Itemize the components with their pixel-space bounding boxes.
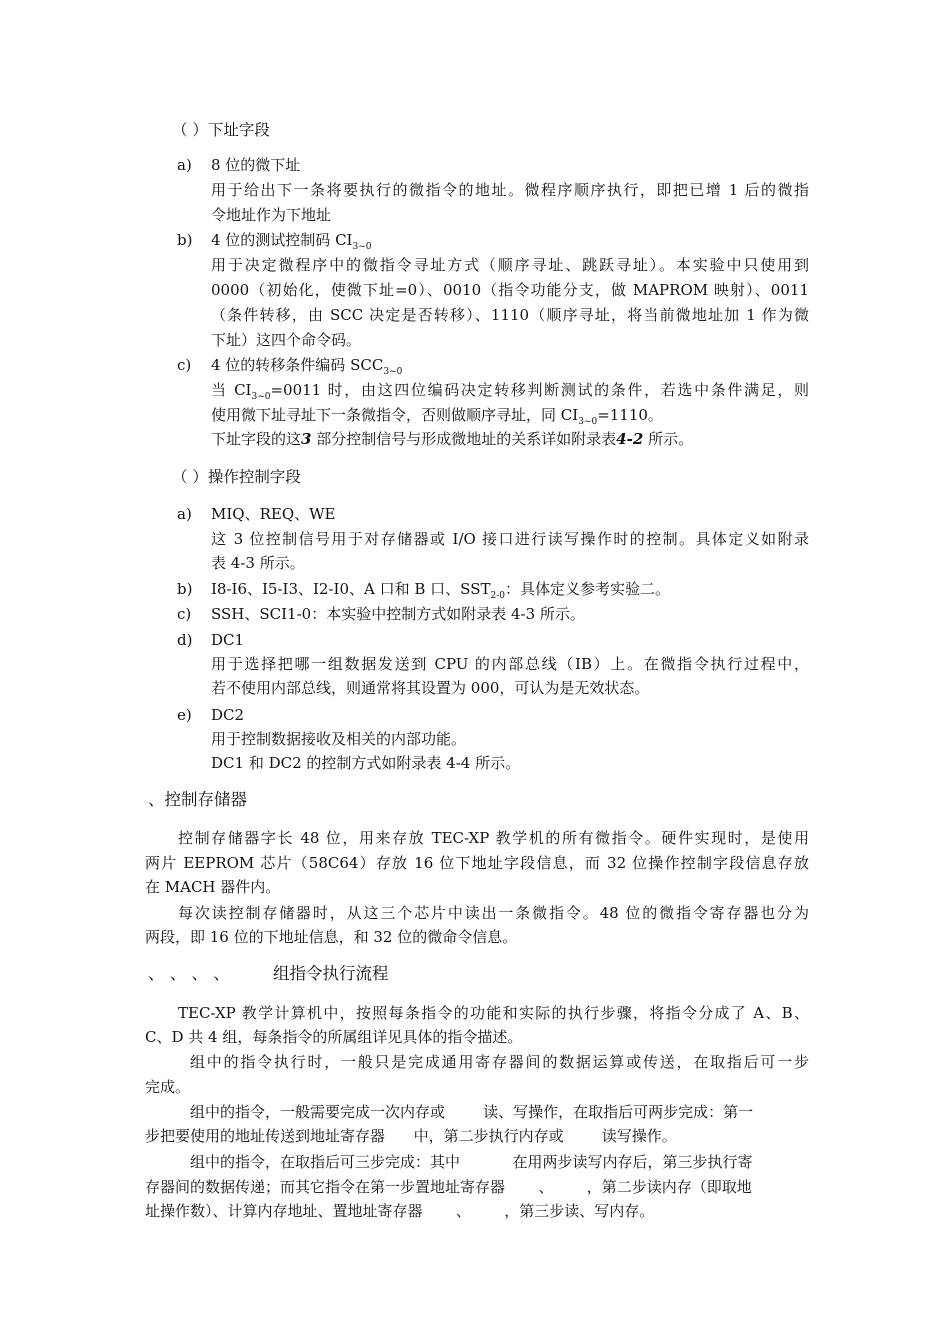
body-line: 用于决定微程序中的微指令寻址方式（顺序寻址、跳跃寻址）。本实验中只使用到 [211, 256, 809, 274]
section-heading-control-memory: 、控制存储器 [148, 790, 247, 809]
body-line: 存器间的数据传递；而其它指令在第一步置地址寄存器 、 ，第二步读内存（即取地 [145, 1178, 752, 1196]
body-line: 用于选择把哪一组数据发送到 CPU 的内部总线（IB）上。在微指令执行过程中， [211, 655, 809, 673]
body-line: I8-I6、I5-I3、I2-I0、A 口和 B 口、$SST_{2-0}$：具体定义参考实验二。 [211, 580, 670, 601]
body-line: （条件转移，由 SCC 决定是否转移）、1110（顺序寻址，将当前微地址加 1 作为微 [211, 306, 809, 324]
body-line: 步把要使用的地址传送到地址寄存器 中，第二步执行内存或 读写操作。 [145, 1127, 677, 1145]
body-line: 令地址作为下地址 [211, 206, 332, 224]
item-title: 8 位的微下址 [211, 156, 301, 174]
body-line: 下址）这四个命令码。 [211, 331, 362, 349]
body-line: 组中的指令，在取指后可三步完成：其中 在用两步读写内存后，第三步执行寄 [190, 1153, 753, 1171]
body-line: 0000（初始化，使微下址=0）、0010（指令功能分支，做 MAPROM 映射）、0011 [211, 281, 809, 299]
item-marker: b) [177, 231, 193, 249]
body-line: 用于控制数据接收及相关的内部功能。 [211, 730, 467, 748]
section-heading-operation-control: （ ）操作控制字段 [172, 468, 301, 486]
body-line: TEC-XP 教学计算机中，按照每条指令的功能和实际的执行步骤，将指令分成了 A、B、 [178, 1004, 809, 1022]
body-line: 组中的指令执行时，一般只是完成通用寄存器间的数据运算或传送，在取指后可一步 [190, 1053, 809, 1071]
body-line: 这 3 位控制信号用于对存储器或 I/O 接口进行读写操作时的控制。具体定义如附录 [211, 530, 809, 548]
item-marker: a) [177, 156, 192, 174]
section-heading-next-address: （ ）下址字段 [172, 121, 270, 139]
body-line: 控制存储器字长 48 位，用来存放 TEC-XP 教学机的所有微指令。硬件实现时，是使用 [178, 829, 809, 847]
body-line: 当 $CI_{3\sim 0}=0011$ 时，由这四位编码决定转移判断测试的条件，若选中条件满足，则 [211, 381, 809, 402]
item-title: 4 位的转移条件编码 $SCC_{3\sim 0}$ [211, 356, 403, 377]
item-marker: c) [177, 356, 192, 374]
item-title: DC2 [211, 706, 245, 724]
body-line: SSH、SCI1-0：本实验中控制方式如附录表 4-3 所示。 [211, 605, 585, 623]
body-line: 组中的指令，一般需要完成一次内存或 读、写操作，在取指后可两步完成：第一 [190, 1103, 754, 1121]
item-marker: d) [177, 631, 193, 649]
body-line: 表 4-3 所示。 [211, 554, 305, 572]
item-marker: e) [177, 706, 192, 724]
section-heading-instruction-flow: 组指令执行流程 [273, 964, 389, 983]
body-line: C、D 共 4 组，每条指令的所属组详见具体的指令描述。 [145, 1028, 523, 1046]
body-line: 每次读控制存储器时，从这三个芯片中读出一条微指令。48 位的微指令寄存器也分为 [178, 904, 809, 922]
item-title: DC1 [211, 631, 245, 649]
item-title: MIQ、REQ、WE [211, 505, 336, 523]
section-heading-marks: 、 、 、 、 [148, 964, 230, 983]
item-title: 4 位的测试控制码 $CI_{3\sim 0}$ [211, 231, 372, 252]
body-line: 若不使用内部总线，则通常将其设置为 000，可认为是无效状态。 [211, 679, 650, 697]
body-line: 下址字段的这3 部分控制信号与形成微地址的关系详如附录表4-2 所示。 [211, 430, 694, 448]
item-marker: b) [177, 580, 193, 598]
body-line: 两段，即 16 位的下地址信息，和 32 位的微命令信息。 [145, 928, 518, 946]
item-marker: a) [177, 505, 192, 523]
body-line: 使用微下址寻址下一条微指令，否则做顺序寻址，同 $CI_{3\sim 0}=1110$。 [211, 406, 663, 427]
body-line: 在 MACH 器件内。 [145, 878, 281, 896]
body-line: 完成。 [145, 1078, 191, 1096]
body-line: 用于给出下一条将要执行的微指令的地址。微程序顺序执行，即把已增 1 后的微指 [211, 181, 809, 199]
body-line: 址操作数）、计算内存地址、置地址寄存器 、 ，第三步读、写内存。 [145, 1202, 655, 1220]
item-marker: c) [177, 605, 192, 623]
body-line: 两片 EEPROM 芯片（58C64）存放 16 位下地址字段信息，而 32 位操作控制字段信息存放 [145, 854, 809, 872]
body-line: DC1 和 DC2 的控制方式如附录表 4-4 所示。 [211, 754, 521, 772]
